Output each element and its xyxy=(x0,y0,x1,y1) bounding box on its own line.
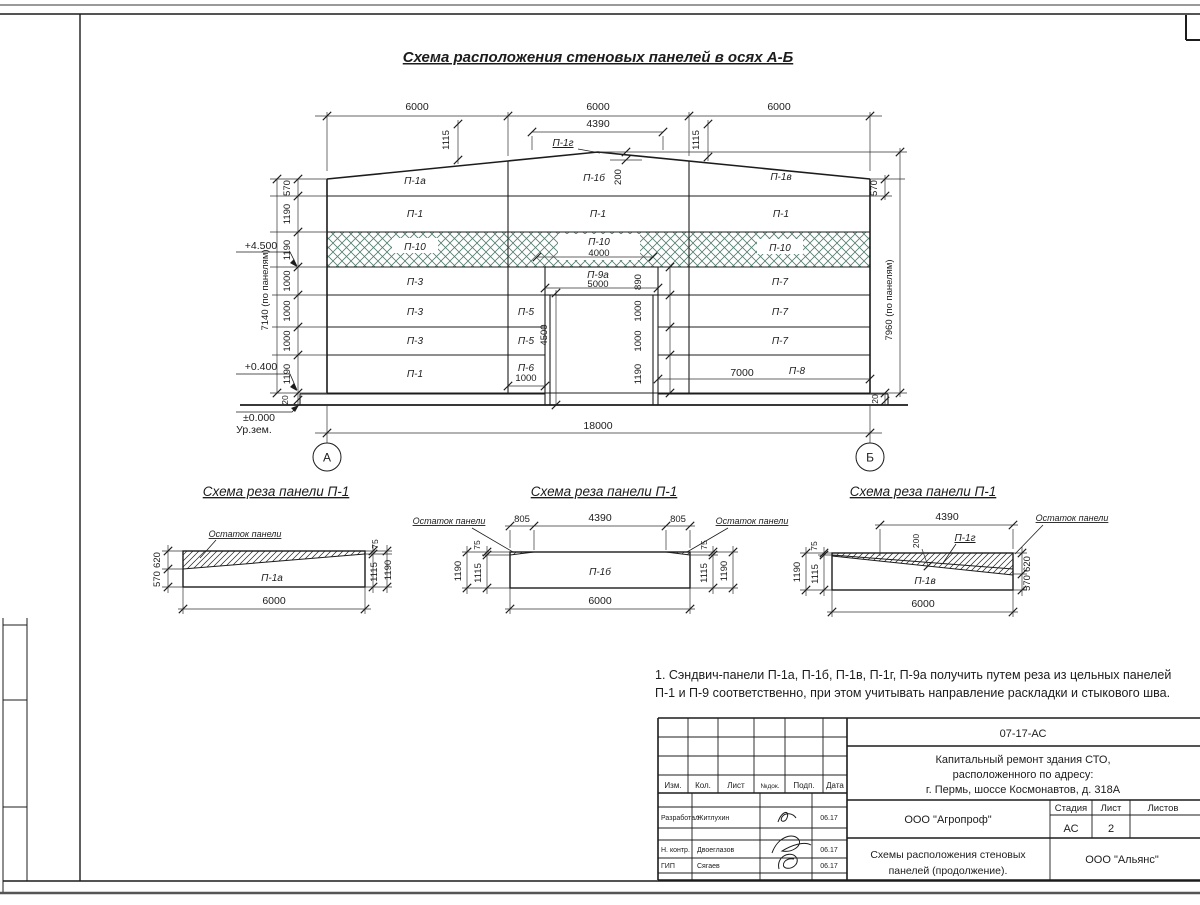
name-1: Житлухин xyxy=(697,815,730,822)
signatures xyxy=(772,812,811,869)
panel-label-p1g: П-1г xyxy=(552,138,574,149)
cut-scheme-3 xyxy=(792,484,1108,617)
panel-label: П-3 xyxy=(406,336,424,347)
dim-1190: 1190 xyxy=(282,239,293,261)
panel-label: П-1в xyxy=(914,576,936,587)
dim-200-ridge: 200 xyxy=(613,169,624,185)
dim-18000: 18000 xyxy=(583,420,613,432)
panel-label: П-1 xyxy=(589,209,607,220)
dim-bay1: 6000 xyxy=(405,101,429,113)
sheets-label: Листов xyxy=(1147,803,1179,814)
dim-570: 570 xyxy=(282,180,293,196)
panel-label: П-3 xyxy=(406,307,424,318)
cut-scheme-2 xyxy=(413,484,789,614)
col-kol: Кол. xyxy=(695,781,711,790)
role-1: Разработал xyxy=(661,815,700,822)
dim-4390: 4390 xyxy=(586,118,610,130)
dim-1115: 1115 xyxy=(810,564,821,584)
dim-bay3: 6000 xyxy=(767,101,791,113)
panel-label: П-1в xyxy=(770,172,792,183)
left-margin-table xyxy=(3,618,27,893)
rest-label: Остаток панели xyxy=(208,529,282,539)
dim-75: 75 xyxy=(472,540,482,550)
dim-1115: 1115 xyxy=(699,563,710,583)
col-izm: Изм. xyxy=(664,781,682,790)
format-box xyxy=(1186,15,1200,40)
dim-75: 75 xyxy=(809,541,819,551)
dim-7960-total: 7960 (по панелям) xyxy=(884,259,895,341)
scheme3-title: Схема реза панели П-1 xyxy=(849,484,997,499)
project-line-2: расположенного по адресу: xyxy=(952,769,1094,781)
rest-label: Остаток панели xyxy=(1035,513,1109,523)
plinth xyxy=(300,394,888,405)
dim-75: 75 xyxy=(699,540,709,550)
dim-4390: 4390 xyxy=(935,511,959,523)
level-mark-4500: +4.500 xyxy=(244,240,278,252)
dim-620: 620 xyxy=(1022,556,1033,572)
dim-620: 620 xyxy=(152,552,163,568)
dim-4000: 4000 xyxy=(588,248,610,259)
panel-label: П-1б xyxy=(589,567,611,578)
role-3: ГИП xyxy=(661,863,675,870)
panel-label: П-5 xyxy=(517,307,535,318)
signature-1 xyxy=(778,812,796,822)
dim-1115: 1115 xyxy=(369,562,380,582)
sheet-label: Лист xyxy=(1100,803,1122,814)
dim-1000: 1000 xyxy=(633,300,644,322)
dim-1190: 1190 xyxy=(453,560,464,582)
dim-4390: 4390 xyxy=(588,512,612,524)
panel-label: П-1а xyxy=(404,176,426,187)
dim-1000-p6: 1000 xyxy=(515,373,537,384)
name-2: Двоеглазов xyxy=(697,847,735,854)
dim-805: 805 xyxy=(670,514,686,525)
panel-label: П-10 xyxy=(588,237,610,248)
panel-label: П-7 xyxy=(771,307,789,318)
org-name: ООО "Агропроф" xyxy=(904,814,992,826)
dim-20: 20 xyxy=(280,395,290,405)
dim-1000: 1000 xyxy=(282,300,293,322)
date-3: 06.17 xyxy=(820,863,838,870)
dim-805: 805 xyxy=(514,514,530,525)
panel-label: П-3 xyxy=(406,277,424,288)
role-2: Н. контр. xyxy=(661,847,690,854)
col-ndok: №док. xyxy=(760,783,780,790)
cut-scheme-1 xyxy=(152,484,394,614)
note-line-1: 1. Сэндвич-панели П-1а, П-1б, П-1в, П-1г, П-9а получить путем реза из цельных панелей xyxy=(655,668,1172,682)
panel-label: П-5 xyxy=(517,336,535,347)
scheme1-title: Схема реза панели П-1 xyxy=(202,484,350,499)
panel-label: П-1б xyxy=(583,173,605,184)
panel-label: П-7 xyxy=(771,277,789,288)
dim-6000: 6000 xyxy=(262,595,286,607)
axis-label-b: Б xyxy=(866,450,874,465)
note-line-2: П-1 и П-9 соответственно, при этом учитывать направление раскладки и стыкового шва. xyxy=(655,686,1171,700)
level-mark-0400: +0.400 xyxy=(244,361,278,373)
panel-label: П-6 xyxy=(517,363,535,374)
dim-6000: 6000 xyxy=(911,598,935,610)
org2-name: ООО "Альянс" xyxy=(1085,854,1159,866)
rest-label: Остаток панели xyxy=(715,516,789,526)
dim-1000: 1000 xyxy=(282,330,293,352)
signature-3 xyxy=(779,854,798,869)
panel-label: П-10 xyxy=(769,243,791,254)
dim-1190: 1190 xyxy=(792,561,803,583)
panel-label: П-1 xyxy=(406,369,424,380)
date-2: 06.17 xyxy=(820,847,838,854)
signature-2 xyxy=(772,836,811,853)
dim-20-right: 20 xyxy=(870,394,880,404)
dim-1115-right: 1115 xyxy=(691,130,702,150)
dim-1000: 1000 xyxy=(282,270,293,292)
dim-1000: 1000 xyxy=(633,330,644,352)
dim-570-right: 570 xyxy=(869,180,880,196)
dim-1115: 1115 xyxy=(473,563,484,583)
dim-1190: 1190 xyxy=(383,559,394,581)
dim-1190: 1190 xyxy=(633,363,644,385)
elevation-drawing xyxy=(236,101,908,471)
axis-label-a: А xyxy=(322,450,332,465)
stage-label: Стадия xyxy=(1054,803,1088,814)
dim-7140-total: 7140 (по панелям) xyxy=(260,249,271,331)
panel-label-p1g: П-1г xyxy=(954,533,976,544)
dim-5000: 5000 xyxy=(587,279,609,290)
doc-title-line-1: Схемы расположения стеновых xyxy=(870,849,1026,861)
name-3: Сягаев xyxy=(697,863,720,870)
panel-label: П-1 xyxy=(772,209,790,220)
col-data: Дата xyxy=(826,781,844,790)
dim-890: 890 xyxy=(633,274,644,290)
project-line-3: г. Пермь, шоссе Космонавтов, д. 318А xyxy=(925,784,1121,796)
stage-value: АС xyxy=(1063,823,1079,835)
rest-label: Остаток панели xyxy=(412,516,486,526)
col-list: Лист xyxy=(727,781,745,790)
dim-1190: 1190 xyxy=(282,203,293,225)
date-1: 06.17 xyxy=(820,815,838,822)
main-title: Схема расположения стеновых панелей в осях А-Б xyxy=(402,49,794,66)
doc-code: 07-17-АС xyxy=(999,728,1047,740)
title-block xyxy=(658,718,1200,880)
dim-6000: 6000 xyxy=(588,595,612,607)
dim-570: 570 xyxy=(1022,575,1033,591)
dim-570: 570 xyxy=(152,571,163,587)
project-line-1: Капитальный ремонт здания СТО, xyxy=(935,754,1111,766)
level-mark-0000: ±0.000 xyxy=(242,412,276,424)
dim-75: 75 xyxy=(370,539,380,549)
dim-bay2: 6000 xyxy=(586,101,610,113)
panel-label: П-10 xyxy=(404,242,426,253)
scheme2-title: Схема реза панели П-1 xyxy=(530,484,678,499)
dim-200: 200 xyxy=(911,533,921,549)
panel-label: П-9а xyxy=(587,270,609,281)
col-podp: Подп. xyxy=(793,781,815,790)
sheet-number: 2 xyxy=(1107,823,1115,835)
panel-label: П-1а xyxy=(261,573,283,584)
dim-1115-left: 1115 xyxy=(441,130,452,150)
panel-label: П-1 xyxy=(406,209,424,220)
dim-4500: 4500 xyxy=(539,324,550,346)
dim-7000: 7000 xyxy=(730,367,754,379)
panel-label: П-7 xyxy=(771,336,789,347)
doc-title-line-2: панелей (продолжение). xyxy=(888,865,1008,877)
dim-1190: 1190 xyxy=(719,560,730,582)
panel-label: П-8 xyxy=(788,366,806,377)
dim-1190: 1190 xyxy=(282,363,293,385)
ground-label: Ур.зем. xyxy=(236,424,272,436)
